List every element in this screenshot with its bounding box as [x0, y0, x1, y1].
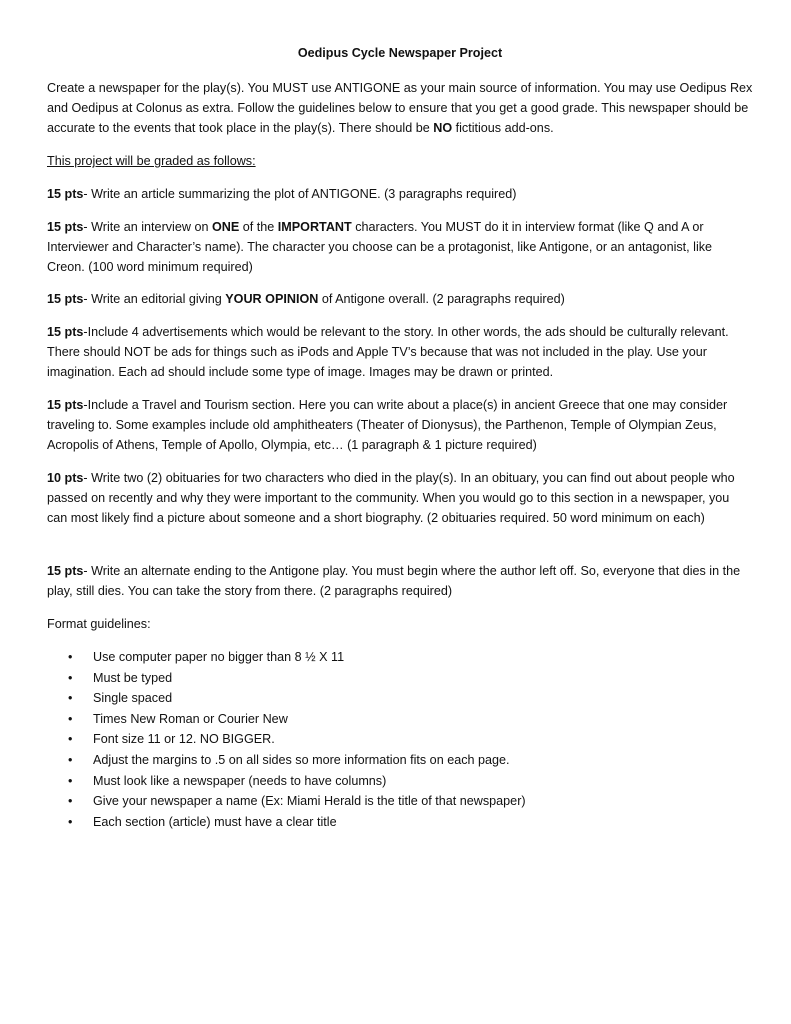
- graded-heading-text: This project will be graded as follows:: [47, 154, 256, 168]
- bullet-icon: •: [68, 732, 73, 747]
- points-label: 15 pts: [47, 325, 84, 339]
- grading-item-1: [47, 184, 753, 204]
- graded-heading: [47, 151, 753, 171]
- bullet-icon: •: [68, 814, 73, 829]
- points-label: 15 pts: [47, 187, 84, 201]
- grading-item-6: [47, 468, 753, 529]
- list-item-text: Adjust the margins to .5 on all sides so more information fits on each page.: [93, 752, 510, 767]
- item-text: characters. You MUST do it in interview format (like Q and A or Interviewer and Character’s name). The character you choose can be a protagonist, like Antigone, or an antagonist, like Creon. (100 word minimum required): [47, 220, 713, 275]
- item-text: - Write an interview on: [83, 220, 212, 234]
- list-item: [47, 668, 753, 689]
- item-text: -Include a Travel and Tourism section. Here you can write about a place(s) in ancient Greece that one may consider traveling to. Some examples include old amphitheaters (Theater of Dionysus), the Parthenon, Temple of Olympian Zeus, Acropolis of Athens, Temple of Apollo, Olympia, etc… (1 paragraph & 1 picture required): [47, 398, 728, 453]
- points-label: 15 pts: [47, 220, 84, 234]
- points-label: 15 pts: [47, 292, 84, 306]
- grading-item-3: [47, 289, 753, 309]
- list-item: [47, 688, 753, 709]
- item-text: -Include 4 advertisements which would be relevant to the story. In other words, the ads should be culturally relevant. There should NOT be ads for things such as iPods and Apple TV’s because that was not included in the play. Use your imagination. Each ad should include some type of image. Images may be drawn or printed.: [47, 325, 729, 380]
- list-item-text: Must be typed: [93, 670, 173, 685]
- format-heading: Format guidelines:: [47, 617, 151, 631]
- list-item-text: Each section (article) must have a clear title: [93, 814, 337, 829]
- list-item-text: Give your newspaper a name (Ex: Miami Herald is the title of that newspaper): [93, 794, 526, 809]
- bullet-icon: •: [68, 670, 73, 685]
- bullet-icon: •: [68, 650, 73, 664]
- grading-item-4: [47, 322, 753, 383]
- grading-item-2: [47, 217, 753, 278]
- list-item: [47, 750, 753, 771]
- list-item-text: Use computer paper no bigger than 8 ½ X 11: [93, 650, 345, 664]
- points-label: 15 pts: [47, 398, 84, 412]
- bullet-icon: •: [68, 773, 73, 788]
- grading-item-5: [47, 395, 753, 456]
- points-label: 15 pts: [47, 564, 84, 578]
- bullet-icon: •: [68, 691, 73, 706]
- item-text: of Antigone overall. (2 paragraphs required): [318, 292, 565, 306]
- item-text: - Write an alternate ending to the Antigone play. You must begin where the author left off. So, everyone that dies in the play, still dies. You can take the story from there. (2 paragraphs required): [47, 564, 741, 599]
- item-text: - Write two (2) obituaries for two characters who died in the play(s). In an obituary, you can find out about people who passed on recently and why they were important to the community. When you would go to this section in a newspaper, you can most likely find a picture about someone and a short biography. (2 obituaries required. 50 word minimum on each): [47, 471, 735, 526]
- page-title: Oedipus Cycle Newspaper Project: [297, 46, 503, 60]
- list-item-text: Times New Roman or Courier New: [93, 711, 288, 726]
- list-item-text: Single spaced: [93, 691, 173, 706]
- bullet-icon: •: [68, 794, 73, 809]
- points-label: 10 pts: [47, 471, 84, 485]
- intro-emphasis: NO: [433, 121, 453, 136]
- list-item: [47, 771, 753, 792]
- list-item: [47, 647, 753, 668]
- list-item-text: Must look like a newspaper (needs to have columns): [93, 773, 387, 788]
- list-item: [47, 729, 753, 750]
- bullet-icon: •: [68, 711, 73, 726]
- intro-text: Create a newspaper for the play(s). You MUST use ANTIGONE as your main source of information. You may use Oedipus Rex and Oedipus at Colonus as extra. Follow the guidelines below to ensure that you get a good grade. This newspaper should be accurate to the events that took place in the play(s). There should be: [47, 81, 753, 136]
- item-text: - Write an editorial giving: [83, 292, 226, 306]
- list-item: [47, 709, 753, 730]
- item-emphasis: YOUR OPINION: [225, 292, 319, 306]
- list-item: [47, 812, 753, 833]
- format-guidelines-list: [47, 647, 753, 832]
- item-text: of the: [239, 220, 278, 234]
- intro-text-end: fictitious add-ons.: [452, 121, 554, 136]
- list-item: [47, 791, 753, 812]
- item-emphasis: IMPORTANT: [277, 220, 352, 234]
- bullet-icon: •: [68, 752, 73, 767]
- item-text: - Write an article summarizing the plot of ANTIGONE. (3 paragraphs required): [83, 187, 517, 201]
- item-emphasis: ONE: [211, 220, 240, 234]
- grading-item-7: [47, 561, 753, 601]
- intro-paragraph: [47, 78, 753, 139]
- list-item-text: Font size 11 or 12. NO BIGGER.: [93, 732, 275, 747]
